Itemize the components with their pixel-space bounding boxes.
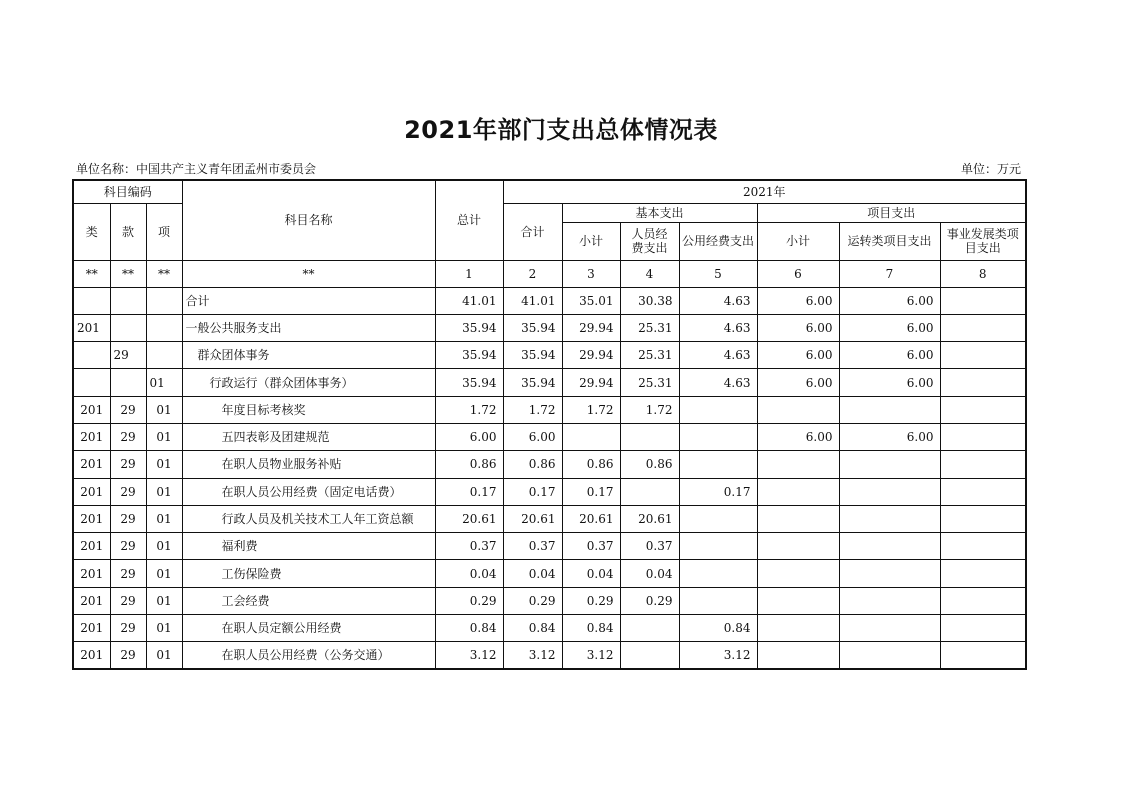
lei-code-cell — [73, 287, 110, 314]
xiang-code-cell: 01 — [146, 478, 182, 505]
column-mark: 7 — [839, 260, 940, 287]
total-cell: 0.86 — [435, 451, 503, 478]
project-subtotal-cell: 6.00 — [757, 369, 839, 396]
basic-subtotal-cell: 20.61 — [562, 505, 620, 532]
sum-cell: 0.37 — [503, 533, 562, 560]
subject-name-cell: 一般公共服务支出 — [182, 314, 435, 341]
basic-subtotal-cell: 35.01 — [562, 287, 620, 314]
public-expense-cell — [679, 396, 757, 423]
development-project-cell — [940, 314, 1026, 341]
kuan-code-cell: 29 — [110, 505, 146, 532]
sum-cell: 0.84 — [503, 615, 562, 642]
xiang-code-cell: 01 — [146, 587, 182, 614]
kuan-code-cell: 29 — [110, 423, 146, 450]
column-mark: 2 — [503, 260, 562, 287]
sum-cell: 0.17 — [503, 478, 562, 505]
total-cell: 1.72 — [435, 396, 503, 423]
xiang-code-cell: 01 — [146, 369, 182, 396]
project-subtotal-cell: 6.00 — [757, 342, 839, 369]
public-expense-cell: 4.63 — [679, 369, 757, 396]
total-cell: 41.01 — [435, 287, 503, 314]
table-row — [73, 314, 1026, 341]
project-subtotal-cell: 6.00 — [757, 287, 839, 314]
column-mark: ** — [73, 260, 110, 287]
xiang-code-cell: 01 — [146, 423, 182, 450]
subject-name-cell: 在职人员公用经费（公务交通） — [182, 642, 435, 669]
sum-cell: 6.00 — [503, 423, 562, 450]
column-mark: ** — [182, 260, 435, 287]
sum-cell: 1.72 — [503, 396, 562, 423]
table-row — [73, 505, 1026, 532]
public-expense-cell: 3.12 — [679, 642, 757, 669]
project-subtotal-cell: 6.00 — [757, 423, 839, 450]
table-row — [73, 423, 1026, 450]
personnel-expense-cell: 25.31 — [620, 369, 679, 396]
lei-code-cell: 201 — [73, 560, 110, 587]
lei-code-cell — [73, 342, 110, 369]
sum-cell: 35.94 — [503, 314, 562, 341]
xiang-code-cell: 01 — [146, 642, 182, 669]
table-row — [73, 287, 1026, 314]
basic-expenditure-header: 基本支出 — [562, 203, 757, 222]
basic-subtotal-cell: 0.37 — [562, 533, 620, 560]
xiang-code-cell: 01 — [146, 451, 182, 478]
kuan-code-cell: 29 — [110, 587, 146, 614]
basic-subtotal-cell: 29.94 — [562, 342, 620, 369]
kuan-code-cell: 29 — [110, 342, 146, 369]
operation-project-cell — [839, 615, 940, 642]
public-expense-cell — [679, 587, 757, 614]
operation-project-cell: 6.00 — [839, 342, 940, 369]
personnel-expense-header: 人员经费支出 — [620, 222, 679, 260]
basic-subtotal-header: 小计 — [562, 222, 620, 260]
project-subtotal-cell — [757, 451, 839, 478]
development-project-cell — [940, 396, 1026, 423]
xiang-code-cell: 01 — [146, 505, 182, 532]
table-row — [73, 615, 1026, 642]
personnel-expense-cell — [620, 615, 679, 642]
subject-name-cell: 在职人员定额公用经费 — [182, 615, 435, 642]
basic-subtotal-cell: 1.72 — [562, 396, 620, 423]
project-subtotal-cell — [757, 505, 839, 532]
development-project-cell — [940, 587, 1026, 614]
project-subtotal-header: 小计 — [757, 222, 839, 260]
total-cell: 0.84 — [435, 615, 503, 642]
subject-name-cell: 五四表彰及团建规范 — [182, 423, 435, 450]
subject-name-cell: 福利费 — [182, 533, 435, 560]
subject-name-cell: 行政人员及机关技术工人年工资总额 — [182, 505, 435, 532]
operation-project-cell — [839, 451, 940, 478]
page-title: 2021年部门支出总体情况表 — [404, 116, 718, 144]
total-cell: 3.12 — [435, 642, 503, 669]
kuan-code-cell: 29 — [110, 533, 146, 560]
total-cell: 0.04 — [435, 560, 503, 587]
operation-project-cell: 6.00 — [839, 314, 940, 341]
column-mark: 6 — [757, 260, 839, 287]
personnel-expense-cell — [620, 478, 679, 505]
development-project-cell — [940, 642, 1026, 669]
personnel-expense-cell: 0.29 — [620, 587, 679, 614]
unit-name-label: 单位名称：中国共产主义青年团孟州市委员会 — [76, 162, 317, 176]
public-expense-cell — [679, 560, 757, 587]
operation-project-cell — [839, 533, 940, 560]
basic-subtotal-cell: 0.17 — [562, 478, 620, 505]
public-expense-cell — [679, 533, 757, 560]
project-subtotal-cell — [757, 396, 839, 423]
kuan-code-cell: 29 — [110, 478, 146, 505]
total-cell: 0.29 — [435, 587, 503, 614]
xiang-code-cell — [146, 287, 182, 314]
sum-cell: 3.12 — [503, 642, 562, 669]
lei-code-cell: 201 — [73, 587, 110, 614]
xiang-code-cell: 01 — [146, 560, 182, 587]
xiang-code-cell — [146, 314, 182, 341]
public-expense-cell: 4.63 — [679, 287, 757, 314]
sum-cell: 0.04 — [503, 560, 562, 587]
basic-subtotal-cell: 0.84 — [562, 615, 620, 642]
lei-code-cell: 201 — [73, 314, 110, 341]
basic-subtotal-cell: 0.86 — [562, 451, 620, 478]
operation-project-cell — [839, 560, 940, 587]
development-project-cell — [940, 505, 1026, 532]
lei-code-cell: 201 — [73, 478, 110, 505]
project-subtotal-cell: 6.00 — [757, 314, 839, 341]
total-cell: 35.94 — [435, 342, 503, 369]
sum-cell: 41.01 — [503, 287, 562, 314]
basic-subtotal-cell: 0.04 — [562, 560, 620, 587]
subject-name-cell: 行政运行（群众团体事务） — [182, 369, 435, 396]
column-mark: 3 — [562, 260, 620, 287]
operation-project-cell: 6.00 — [839, 287, 940, 314]
subject-name-cell: 年度目标考核奖 — [182, 396, 435, 423]
sum-header: 合计 — [503, 203, 562, 260]
project-subtotal-cell — [757, 560, 839, 587]
kuan-code-cell: 29 — [110, 615, 146, 642]
sum-cell: 0.29 — [503, 587, 562, 614]
lei-code-cell: 201 — [73, 615, 110, 642]
table-row — [73, 369, 1026, 396]
operation-project-cell: 6.00 — [839, 423, 940, 450]
kuan-header: 款 — [110, 203, 146, 260]
lei-code-cell: 201 — [73, 396, 110, 423]
operation-project-header: 运转类项目支出 — [839, 222, 940, 260]
project-subtotal-cell — [757, 615, 839, 642]
basic-subtotal-cell: 29.94 — [562, 369, 620, 396]
basic-subtotal-cell: 0.29 — [562, 587, 620, 614]
xiang-code-cell: 01 — [146, 396, 182, 423]
kuan-code-cell — [110, 369, 146, 396]
public-expense-cell — [679, 423, 757, 450]
total-cell: 0.17 — [435, 478, 503, 505]
total-cell: 0.37 — [435, 533, 503, 560]
total-cell: 35.94 — [435, 369, 503, 396]
development-project-cell — [940, 423, 1026, 450]
development-project-cell — [940, 615, 1026, 642]
basic-subtotal-cell: 3.12 — [562, 642, 620, 669]
personnel-expense-cell: 0.86 — [620, 451, 679, 478]
sum-cell: 0.86 — [503, 451, 562, 478]
total-cell: 20.61 — [435, 505, 503, 532]
development-project-cell — [940, 533, 1026, 560]
table-row — [73, 560, 1026, 587]
kuan-code-cell — [110, 287, 146, 314]
column-mark: 1 — [435, 260, 503, 287]
subject-name-cell: 在职人员公用经费（固定电话费） — [182, 478, 435, 505]
project-subtotal-cell — [757, 478, 839, 505]
kuan-code-cell: 29 — [110, 642, 146, 669]
total-cell: 35.94 — [435, 314, 503, 341]
year-header: 2021年 — [503, 180, 1026, 203]
column-mark: ** — [110, 260, 146, 287]
public-expense-cell: 4.63 — [679, 342, 757, 369]
public-expense-cell — [679, 505, 757, 532]
table-row — [73, 342, 1026, 369]
table-row — [73, 478, 1026, 505]
operation-project-cell — [839, 478, 940, 505]
development-project-cell — [940, 369, 1026, 396]
table-row — [73, 642, 1026, 669]
sum-cell: 35.94 — [503, 342, 562, 369]
table-row — [73, 451, 1026, 478]
xiang-code-cell — [146, 342, 182, 369]
development-project-cell — [940, 478, 1026, 505]
personnel-expense-cell: 30.38 — [620, 287, 679, 314]
subject-name-cell: 在职人员物业服务补贴 — [182, 451, 435, 478]
lei-code-cell: 201 — [73, 642, 110, 669]
operation-project-cell — [839, 396, 940, 423]
lei-code-cell: 201 — [73, 451, 110, 478]
personnel-expense-cell: 25.31 — [620, 314, 679, 341]
personnel-expense-cell: 0.37 — [620, 533, 679, 560]
kuan-code-cell: 29 — [110, 560, 146, 587]
table-row — [73, 533, 1026, 560]
column-mark: 4 — [620, 260, 679, 287]
project-subtotal-cell — [757, 587, 839, 614]
kuan-code-cell: 29 — [110, 396, 146, 423]
table-row — [73, 396, 1026, 423]
subject-name-cell: 合计 — [182, 287, 435, 314]
lei-code-cell: 201 — [73, 533, 110, 560]
public-expense-header: 公用经费支出 — [679, 222, 757, 260]
public-expense-cell: 4.63 — [679, 314, 757, 341]
operation-project-cell — [839, 505, 940, 532]
currency-unit-label: 单位：万元 — [960, 162, 1021, 176]
subject-name-header: 科目名称 — [182, 180, 435, 260]
public-expense-cell: 0.17 — [679, 478, 757, 505]
development-project-cell — [940, 451, 1026, 478]
xiang-code-cell: 01 — [146, 615, 182, 642]
column-mark: 8 — [940, 260, 1026, 287]
expenditure-table — [72, 179, 1027, 670]
basic-subtotal-cell: 29.94 — [562, 314, 620, 341]
kuan-code-cell — [110, 314, 146, 341]
public-expense-cell — [679, 451, 757, 478]
personnel-expense-cell — [620, 423, 679, 450]
subject-name-cell: 工会经费 — [182, 587, 435, 614]
personnel-expense-cell: 20.61 — [620, 505, 679, 532]
xiang-header: 项 — [146, 203, 182, 260]
subject-code-header: 科目编码 — [73, 180, 182, 203]
lei-header: 类 — [73, 203, 110, 260]
lei-code-cell: 201 — [73, 423, 110, 450]
personnel-expense-cell — [620, 642, 679, 669]
column-mark: ** — [146, 260, 182, 287]
basic-subtotal-cell — [562, 423, 620, 450]
development-project-header: 事业发展类项目支出 — [940, 222, 1026, 260]
subject-name-cell: 工伤保险费 — [182, 560, 435, 587]
table-row — [73, 587, 1026, 614]
project-subtotal-cell — [757, 533, 839, 560]
development-project-cell — [940, 560, 1026, 587]
lei-code-cell: 201 — [73, 505, 110, 532]
personnel-expense-cell: 0.04 — [620, 560, 679, 587]
sum-cell: 35.94 — [503, 369, 562, 396]
operation-project-cell: 6.00 — [839, 369, 940, 396]
personnel-expense-cell: 25.31 — [620, 342, 679, 369]
personnel-expense-cell: 1.72 — [620, 396, 679, 423]
operation-project-cell — [839, 587, 940, 614]
public-expense-cell: 0.84 — [679, 615, 757, 642]
subject-name-cell: 群众团体事务 — [182, 342, 435, 369]
sum-cell: 20.61 — [503, 505, 562, 532]
column-mark: 5 — [679, 260, 757, 287]
total-header: 总计 — [435, 180, 503, 260]
lei-code-cell — [73, 369, 110, 396]
development-project-cell — [940, 287, 1026, 314]
project-subtotal-cell — [757, 642, 839, 669]
kuan-code-cell: 29 — [110, 451, 146, 478]
total-cell: 6.00 — [435, 423, 503, 450]
operation-project-cell — [839, 642, 940, 669]
development-project-cell — [940, 342, 1026, 369]
xiang-code-cell: 01 — [146, 533, 182, 560]
project-expenditure-header: 项目支出 — [757, 203, 1026, 222]
